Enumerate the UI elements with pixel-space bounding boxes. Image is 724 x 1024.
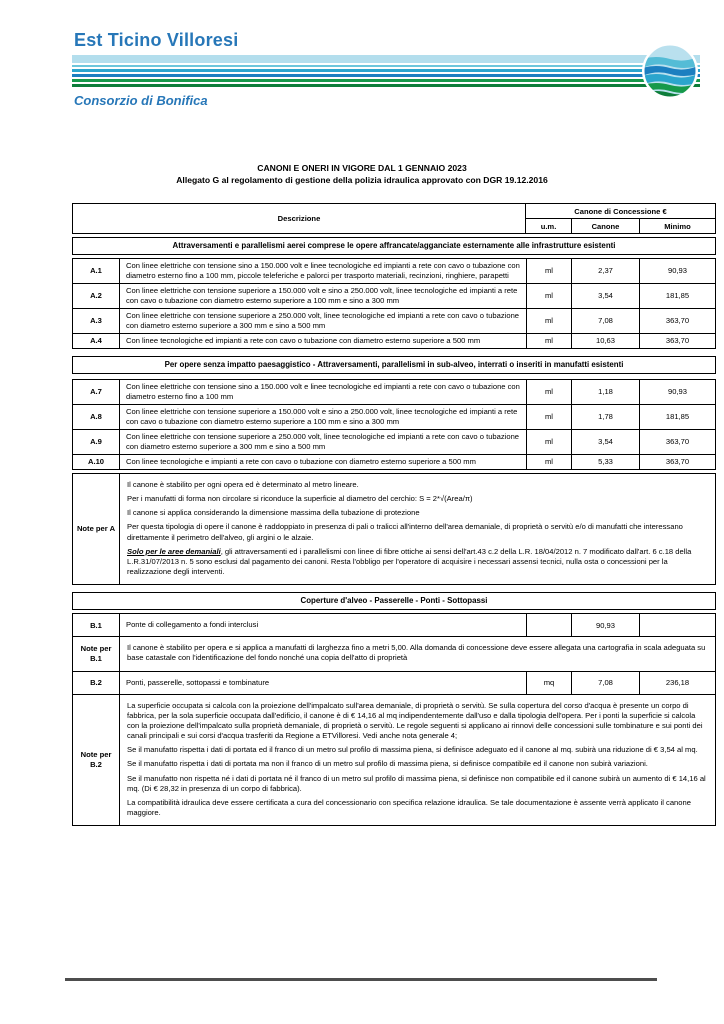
- brand-title: Est Ticino Villoresi: [74, 30, 239, 50]
- row-code: A.1: [90, 266, 102, 276]
- column-header-minimo: Minimo: [639, 219, 715, 233]
- row-um: [526, 614, 571, 636]
- section-title: Attraversamenti e parallelismi aerei comprese le opere affrancate/agganciate esternamente alle infrastrutture esistenti: [172, 241, 616, 250]
- note-paragraph: Se il manufatto non rispetta né i dati di portata né il franco di un metro sul profilo di massima piena, si definisce non compatibile ed il canone subirà un aumento di € 14,16 al mq. (Di € 28,32 in presenza di un corpo di fabbrica).: [127, 773, 706, 793]
- row-um: ml: [526, 430, 571, 454]
- section-header-coperture-alveo: [72, 592, 716, 610]
- note-paragraph: Il canone è stabilito per ogni opera ed è determinato al metro lineare.: [127, 479, 359, 489]
- note-label: Note per A: [76, 524, 116, 534]
- document-title: [0, 162, 724, 187]
- row-canone: 1,78: [571, 405, 639, 429]
- row-minimo: 363,70: [639, 334, 715, 348]
- column-header-canone: Canone: [571, 219, 639, 233]
- note-paragraph: La superficie occupata si calcola con la proiezione dell'impalcato sull'area demaniale, di proprietà o servitù. Se sulla copertura del corso d'acqua è presente un corpo di fabbrica, per la sola superficie occupata dall'edificio, il canone è di € 14,16 al mq indipendentemente dall'uso e dalla tipologia dell'opera. Per i ponti la superficie si calcola con la proiezione dell'impalcato sulla proprietà demaniale, di proprietà o servitù. Le regole seguenti si applicano ai rinnovi delle concessioni sulle tombinature e sui ponti dei canali principali e sui corsi d'acqua trasferiti da Regione a ETVilloresi. Vedi anche nota generale 4;: [127, 700, 703, 741]
- title-line-2: Allegato G al regolamento di gestione della polizia idraulica approvato con DGR 19.12.2016: [176, 175, 548, 186]
- row-description: Con linee tecnologiche e impianti a rete con cavo o tubazione con diametro esterno superiore a 500 mm: [119, 455, 526, 469]
- note-text: [119, 637, 715, 670]
- row-minimo: 181,85: [639, 284, 715, 308]
- column-group-header: Canone di Concessione €: [526, 204, 715, 219]
- stripe-teal-light: [72, 65, 700, 67]
- row-code: A.2: [90, 291, 102, 301]
- stripe-teal: [72, 69, 700, 72]
- rows-block-b1: [72, 613, 716, 826]
- row-description: Ponte di collegamento a fondi interclusi: [119, 614, 526, 636]
- row-canone: 10,63: [571, 334, 639, 348]
- table-row-a8: [73, 404, 715, 429]
- table-row-a10: [73, 454, 715, 469]
- row-um: ml: [526, 259, 571, 283]
- row-description: Con linee elettriche con tensione superiore a 150.000 volt e sino a 250.000 volt, linee tecnologiche ed impianti a rete con cavo o tubazione con diametro esterno superiore a 100 mm e sino a 300 mm: [119, 405, 526, 429]
- section-title: Coperture d'alveo - Passerelle - Ponti - Sottopassi: [300, 596, 488, 606]
- note-paragraph: Per questa tipologia di opere il canone è raddoppiato in presenza di pali o tralicci all'interno dell'area demaniale, di proprietà o servitù e/o di manufatti che interessano direttamente il perimetro dell'alveo, gli argini o le alzaie.: [127, 522, 683, 542]
- row-code: A.9: [90, 437, 102, 447]
- row-code: B.1: [90, 620, 102, 630]
- note-text: [119, 474, 715, 584]
- row-canone: 3,54: [571, 284, 639, 308]
- tariff-table: [72, 203, 716, 826]
- row-description: Con linee tecnologiche ed impianti a rete con cavo o tubazione con diametro esterno superiore a 500 mm: [119, 334, 526, 348]
- row-um: ml: [526, 284, 571, 308]
- rows-block-a1-a4: [72, 258, 716, 349]
- row-minimo: 181,85: [639, 405, 715, 429]
- stripe-green-dark: [72, 84, 700, 87]
- brand-stripes: [72, 55, 700, 87]
- wave-circle-logo-icon: [642, 43, 698, 104]
- rows-block-a7-a10: [72, 379, 716, 470]
- table-row-a2: [73, 283, 715, 308]
- row-minimo: 363,70: [639, 430, 715, 454]
- row-minimo: 90,93: [639, 259, 715, 283]
- row-um: ml: [526, 334, 571, 348]
- section-header-attraversamenti-aerei: [72, 237, 716, 255]
- table-header-block: [72, 203, 716, 234]
- row-minimo: 236,18: [639, 672, 715, 694]
- title-line-1: CANONI E ONERI IN VIGORE DAL 1 GENNAIO 2023: [257, 163, 467, 173]
- row-description: Ponti, passerelle, sottopassi e tombinature: [119, 672, 526, 694]
- table-row-a4: [73, 333, 715, 348]
- row-code: A.10: [87, 457, 105, 467]
- row-canone: 2,37: [571, 259, 639, 283]
- row-um: ml: [526, 309, 571, 333]
- row-um: ml: [526, 380, 571, 404]
- stripe-green: [72, 79, 700, 82]
- row-minimo: 90,93: [639, 380, 715, 404]
- section-title: Per opere senza impatto paesaggistico - Attraversamenti, parallelismi in sub-alveo, interrati o inseriti in manufatti esistenti: [164, 359, 624, 369]
- table-row-b1: [73, 614, 715, 636]
- brand-subtitle: Consorzio di Bonifica: [74, 93, 208, 108]
- column-group-canone: [525, 204, 715, 233]
- note-row-b2: [73, 694, 715, 826]
- column-header-um: u.m.: [540, 221, 557, 231]
- note-paragraph: Per i manufatti di forma non circolare si riconduce la superficie al diametro del cerchio: S = 2*√(Area/π): [127, 494, 473, 504]
- row-description: Con linee elettriche con tensione superiore a 250.000 volt, linee tecnologiche ed impianti a rete con cavo o tubazione con diametro esterno superiore a 300 mm e sino a 500 mm: [119, 430, 526, 454]
- note-paragraph: Il canone si applica considerando la dimensione massima della tubazione di protezione: [127, 508, 420, 518]
- row-description: Con linee elettriche con tensione superiore a 150.000 volt e sino a 250.000 volt, linee tecnologiche ed impianti a rete con cavo o tubazione con diametro esterno superiore a 100 mm e sino a 300 mm: [119, 284, 526, 308]
- brand-header: [72, 30, 700, 108]
- note-paragraph: Il canone è stabilito per opera e si applica a manufatti di larghezza fino a metri 5,00. Alla domanda di concessione deve essere allegata una cartografia in scala adeguata su base catastale con l'identificazione del fondo nonché una copia dell'atto di proprietà: [127, 643, 706, 663]
- table-row-a3: [73, 308, 715, 333]
- row-canone: 7,08: [571, 309, 639, 333]
- row-minimo: 363,70: [639, 455, 715, 469]
- table-row-a9: [73, 429, 715, 454]
- row-description: Con linee elettriche con tensione superiore a 250.000 volt, linee tecnologiche ed impianti a rete con cavo o tubazione con diametro esterno superiore a 300 mm e sino a 500 mm: [119, 309, 526, 333]
- row-code: B.2: [90, 678, 102, 688]
- note-text: [119, 695, 715, 826]
- row-canone: 90,93: [571, 614, 639, 636]
- table-row-b2: [73, 671, 715, 694]
- row-um: ml: [526, 455, 571, 469]
- row-code: A.8: [90, 412, 102, 422]
- row-description: Con linee elettriche con tensione sino a 150.000 volt e linee tecnologiche ed impianti a rete con cavo o tubazione con diametro esterno fino a 100 mm: [119, 380, 526, 404]
- row-code: A.3: [90, 316, 102, 326]
- row-description: Con linee elettriche con tensione sino a 150.000 volt e linee tecnologiche ed impianti a rete con cavo o tubazione con diametro esterno fino a 100 mm, piccole teleferiche e palorci per trasporto materiali, recinzioni, ringhiere, parapetti: [119, 259, 526, 283]
- column-header-description: Descrizione: [277, 214, 321, 223]
- footer-divider: [65, 978, 657, 981]
- section-header-senza-impatto: [72, 356, 716, 374]
- note-label: Note per B.2: [80, 750, 112, 769]
- note-row-b1: [73, 636, 715, 670]
- row-canone: 7,08: [571, 672, 639, 694]
- note-paragraph: Se il manufatto rispetta i dati di portata ma non il franco di un metro sul profilo di massima piena, si definisce compatibile ed il canone non subirà variazioni.: [127, 759, 648, 769]
- row-canone: 3,54: [571, 430, 639, 454]
- stripe-band: [72, 55, 700, 63]
- note-lead-emphasis: Solo per le aree demaniali: [127, 546, 221, 556]
- note-paragraph: La compatibilità idraulica deve essere certificata a cura del concessionario con specifica relazione idraulica. Se tale documentazione è assente verrà applicato il canone maggiore.: [127, 797, 691, 818]
- row-canone: 1,18: [571, 380, 639, 404]
- stripe-blue: [72, 74, 700, 77]
- row-um: ml: [526, 405, 571, 429]
- row-minimo: 363,70: [639, 309, 715, 333]
- table-row-a7: [73, 380, 715, 404]
- note-block-a: [72, 473, 716, 585]
- table-row-a1: [73, 259, 715, 283]
- row-minimo: [639, 614, 715, 636]
- row-um: mq: [526, 672, 571, 694]
- row-code: A.4: [90, 336, 102, 346]
- note-paragraph: Solo per le aree demaniali, gli attraversamenti ed i parallelismi con linee di fibre ottiche ai sensi dell'art.43 c.2 della L.R. 18/04/2012 n. 7 modificato dall'art. 6 c.18 della L.R.31/07/2013 n. 5 sono esclusi dal pagamento dei canoni. Resta l'obbligo per l'operatore di acquisire i necessari assensi tecnici, nulla osta o concessioni per la realizzazione degli interventi.: [127, 546, 692, 577]
- note-label: Note per B.1: [80, 644, 112, 663]
- row-canone: 5,33: [571, 455, 639, 469]
- note-paragraph: Se il manufatto rispetta i dati di portata ed il franco di un metro sul profilo di massima piena, si definisce adeguato ed il canone al mq. subirà una riduzione di € 3,54 al mq.: [127, 745, 698, 755]
- row-code: A.7: [90, 387, 102, 397]
